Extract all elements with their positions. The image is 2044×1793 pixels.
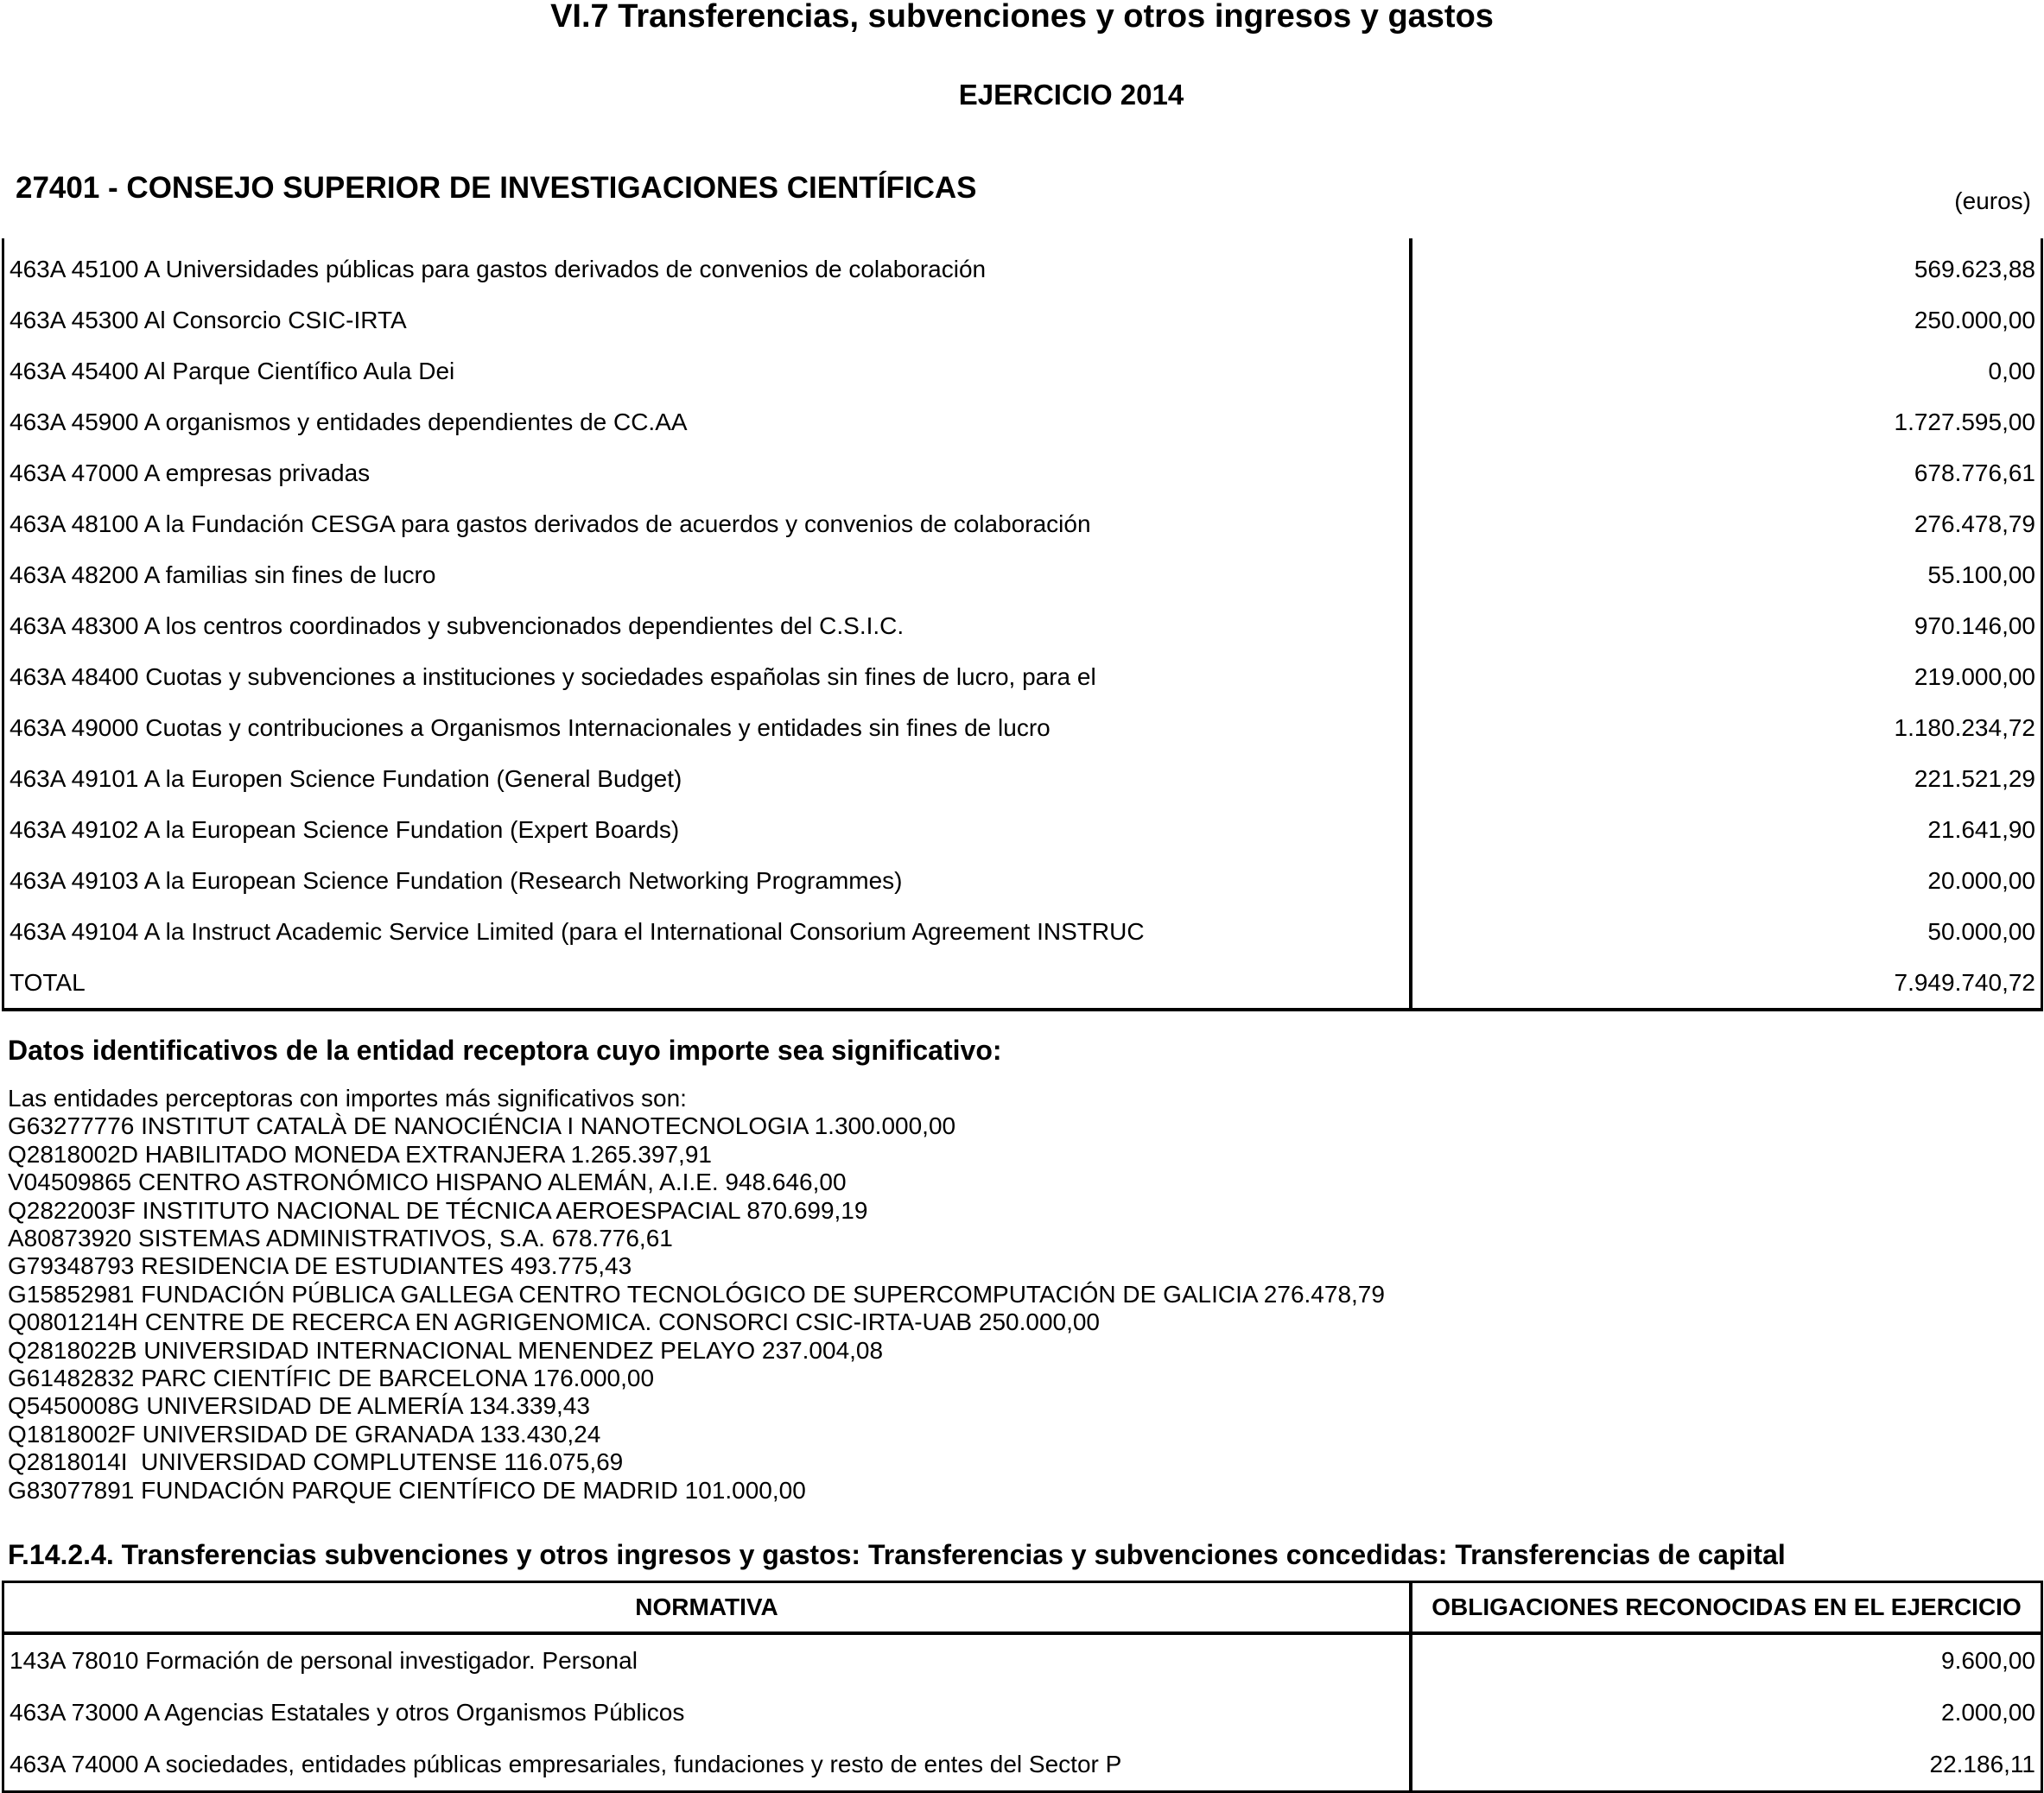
- row-amount: 1.727.595,00: [1411, 396, 2042, 447]
- row-amount: 22.186,11: [1929, 1751, 2035, 1777]
- recipients-heading: Datos identificativos de la entidad receptora cuyo importe sea significativo:: [8, 1035, 1002, 1066]
- table-row: [3, 447, 2042, 498]
- row-description: 463A 49101 A la Europen Science Fundation (General Budget): [3, 753, 1412, 804]
- table-row: [3, 804, 2042, 855]
- table-row: [3, 906, 2042, 957]
- row-description: 143A 78010 Formación de personal investigador. Personal: [3, 1633, 1412, 1687]
- list-item: A80873920 SISTEMAS ADMINISTRATIVOS, S.A. 678.776,61: [8, 1225, 673, 1252]
- row-amount: 678.776,61: [1411, 447, 2042, 498]
- row-description: 463A 49103 A la European Science Fundation (Research Networking Programmes): [3, 855, 1412, 906]
- table-row: [3, 702, 2042, 753]
- row-amount: 569.623,88: [1411, 238, 2042, 295]
- row-description: 463A 73000 A Agencias Estatales y otros Organismos Públicos: [3, 1687, 1412, 1739]
- list-item: Q2818002D HABILITADO MONEDA EXTRANJERA 1.265.397,91: [8, 1140, 712, 1168]
- row-description: 463A 48400 Cuotas y subvenciones a instituciones y sociedades españolas sin fines de lucro, para el: [3, 651, 1412, 702]
- row-description: 463A 45100 A Universidades públicas para gastos derivados de convenios de colaboración: [3, 238, 1412, 295]
- capital-transfers-heading: F.14.2.4. Transferencias subvenciones y otros ingresos y gastos: Transferencias y subvenciones concedidas: Transferencias de capital: [8, 1539, 1786, 1570]
- row-amount: 276.478,79: [1411, 498, 2042, 549]
- fiscal-year: EJERCICIO 2014: [958, 79, 1184, 111]
- row-description: 463A 74000 A sociedades, entidades públicas empresariales, fundaciones y resto de entes del Sector P: [3, 1739, 1412, 1792]
- row-description: 463A 49104 A la Instruct Academic Service Limited (para el International Consorium Agreement INSTRUC: [3, 906, 1412, 957]
- table-row: [3, 396, 2042, 447]
- row-description: 463A 48200 A familias sin fines de lucro: [3, 549, 1412, 600]
- table-row: [3, 238, 2042, 295]
- list-item: V04509865 CENTRO ASTRONÓMICO HISPANO ALEMÁN, A.I.E. 948.646,00: [8, 1169, 847, 1196]
- table-row: [3, 345, 2042, 396]
- row-description: TOTAL: [3, 957, 1412, 1010]
- row-amount: 221.521,29: [1411, 753, 2042, 804]
- units-label: (euros): [1954, 187, 2031, 214]
- row-description: 463A 49102 A la European Science Fundation (Expert Boards): [3, 804, 1412, 855]
- capital-transfers-table: [2, 1581, 2043, 1793]
- list-item: G83077891 FUNDACIÓN PARQUE CIENTÍFICO DE MADRID 101.000,00: [8, 1476, 806, 1504]
- table-row: [3, 957, 2042, 1010]
- row-amount: 7.949.740,72: [1411, 957, 2042, 1010]
- row-amount: 250.000,00: [1411, 295, 2042, 345]
- list-item: Q2822003F INSTITUTO NACIONAL DE TÉCNICA AEROESPACIAL 870.699,19: [8, 1196, 868, 1224]
- table-row: [3, 1739, 2042, 1792]
- row-amount: 1.180.234,72: [1411, 702, 2042, 753]
- row-description: 463A 48100 A la Fundación CESGA para gastos derivados de acuerdos y convenios de colaboración: [3, 498, 1412, 549]
- list-item: Q0801214H CENTRE DE RECERCA EN AGRIGENOMICA. CONSORCI CSIC-IRTA-UAB 250.000,00: [8, 1308, 1101, 1336]
- row-description: 463A 45300 Al Consorcio CSIC-IRTA: [3, 295, 1412, 345]
- table-row: [3, 1633, 2042, 1687]
- table-row: [3, 600, 2042, 651]
- table-header-row: [3, 1582, 2042, 1634]
- row-amount: 0,00: [1411, 345, 2042, 396]
- table-row: [3, 855, 2042, 906]
- table-row: [3, 1687, 2042, 1739]
- table-row: [3, 549, 2042, 600]
- row-amount: 55.100,00: [1411, 549, 2042, 600]
- page-title: VI.7 Transferencias, subvenciones y otros ingresos y gastos: [550, 0, 1494, 35]
- table-row: [3, 498, 2042, 549]
- list-item: G15852981 FUNDACIÓN PÚBLICA GALLEGA CENTRO TECNOLÓGICO DE SUPERCOMPUTACIÓN DE GALICIA 276.478,79: [8, 1280, 1385, 1308]
- row-amount: 219.000,00: [1411, 651, 2042, 702]
- current-transfers-table: [2, 238, 2043, 1011]
- list-item: G61482832 PARC CIENTÍFIC DE BARCELONA 176.000,00: [8, 1365, 655, 1392]
- row-description: 463A 49000 Cuotas y contribuciones a Organismos Internacionales y entidades sin fines de lucro: [3, 702, 1412, 753]
- row-amount: 9.600,00: [1941, 1647, 2035, 1674]
- row-amount: 50.000,00: [1411, 906, 2042, 957]
- row-amount: 20.000,00: [1411, 855, 2042, 906]
- row-amount: 2.000,00: [1941, 1699, 2035, 1726]
- column-header-obligaciones: OBLIGACIONES RECONOCIDAS EN EL EJERCICIO: [1411, 1582, 2042, 1634]
- list-item: Q5450008G UNIVERSIDAD DE ALMERÍA 134.339,43: [8, 1392, 590, 1420]
- recipients-list: [8, 1085, 1385, 1505]
- list-item: Q1818002F UNIVERSIDAD DE GRANADA 133.430,24: [8, 1420, 601, 1448]
- table-row: [3, 651, 2042, 702]
- row-amount: 970.146,00: [1411, 600, 2042, 651]
- table-row: [3, 753, 2042, 804]
- column-header-normativa: NORMATIVA: [3, 1582, 1412, 1634]
- row-amount: 21.641,90: [1411, 804, 2042, 855]
- row-description: 463A 48300 A los centros coordinados y subvencionados dependientes del C.S.I.C.: [3, 600, 1412, 651]
- list-item: G79348793 RESIDENCIA DE ESTUDIANTES 493.775,43: [8, 1252, 632, 1280]
- row-description: 463A 47000 A empresas privadas: [3, 447, 1412, 498]
- row-description: 463A 45400 Al Parque Científico Aula Dei: [3, 345, 1412, 396]
- list-item: G63277776 INSTITUT CATALÀ DE NANOCIÉNCIA I NANOTECNOLOGIA 1.300.000,00: [8, 1112, 956, 1140]
- row-description: 463A 45900 A organismos y entidades dependientes de CC.AA: [3, 396, 1412, 447]
- table-row: [3, 295, 2042, 345]
- list-item: Q2818022B UNIVERSIDAD INTERNACIONAL MENENDEZ PELAYO 237.004,08: [8, 1336, 884, 1364]
- recipients-intro: Las entidades perceptoras con importes más significativos son:: [8, 1085, 687, 1112]
- list-item: Q2818014I UNIVERSIDAD COMPLUTENSE 116.075,69: [8, 1448, 624, 1476]
- entity-heading: 27401 - CONSEJO SUPERIOR DE INVESTIGACIONES CIENTÍFICAS: [16, 171, 977, 205]
